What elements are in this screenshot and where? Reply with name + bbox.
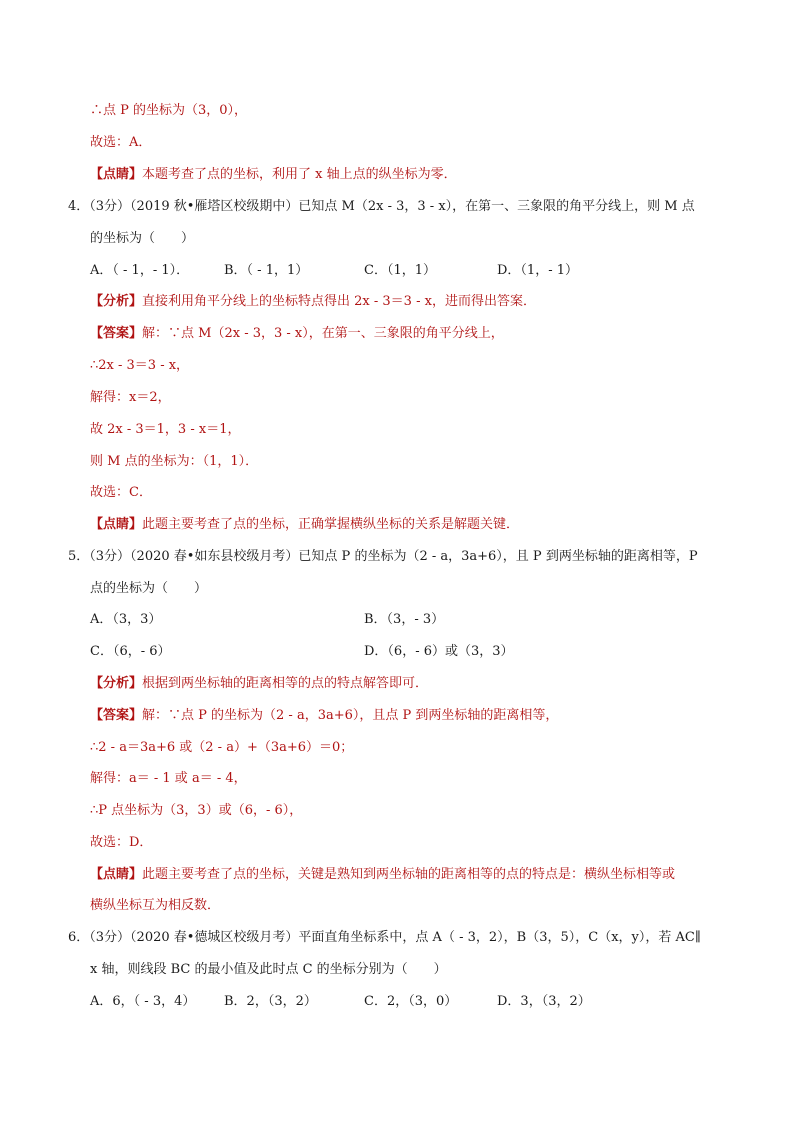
solution-line [90,420,240,440]
comment-tag: 【点睛】 [90,867,143,882]
solution-text: 则 M 点的坐标为：（1，1）． [90,454,259,469]
question-4-stem [68,197,695,217]
choice-text: 故选：A． [90,135,152,150]
comment-tag: 【点睛】 [90,167,143,182]
answer-text: 解：∵点 M（2x - 3，3 - x），在第一、三象限的角平分线上， [142,326,504,341]
question-5-stem-cont [90,579,207,599]
solution-text: ∴2x - 3＝3 - x， [90,358,190,373]
option-c: C．（1，1） [364,263,436,278]
choice-line [90,483,152,503]
option-d: D．（1，- 1） [497,263,578,278]
comment-line [90,165,457,185]
solution-text: ∴2 - a＝3a+6 或（2 - a）+（3a+6）＝0； [90,740,354,755]
option-a: A．6，（ - 3，4） [90,994,196,1009]
solution-line [90,769,247,789]
question-text: 的坐标为（ ） [90,231,195,246]
answer-line [90,706,558,726]
solution-line [90,388,171,408]
solution-line [90,801,302,821]
analysis-tag: 【分析】 [90,676,143,691]
answer-tag: 【答案】 [90,708,143,723]
option-d: D．（6，- 6）或（3，3） [364,644,514,659]
solution-text: ∴P 点坐标为（3，3）或（6，- 6）， [90,803,303,818]
solution-line [90,356,189,376]
comment-tag: 【点睛】 [90,517,143,532]
option-b: B．2，（3，2） [224,994,317,1009]
answer-tag: 【答案】 [90,326,143,341]
question-6-stem-cont [90,960,447,980]
option-a: A．（ - 1，- 1）． [90,263,190,278]
solution-text: 故 2x - 3＝1，3 - x＝1， [90,422,241,437]
comment-line-cont [90,896,220,916]
analysis-line [90,674,428,694]
choice-text: 故选：D． [90,835,153,850]
solution-line [90,452,258,472]
solution-line [90,738,353,758]
choice-text: 故选：C． [90,485,152,500]
analysis-text: 直接利用角平分线上的坐标特点得出 2x - 3＝3 - x，进而得出答案． [142,294,536,309]
question-text: 点的坐标为（ ） [90,581,208,596]
option-b: B．（ - 1，1） [224,263,309,278]
question-6-stem [68,928,701,948]
question-text: 5．（3分）（2020 春•如东县校级月考）已知点 P 的坐标为（2 - a，3a+6），且 P 到两坐标轴的距离相等，P [68,549,698,564]
solution-line [90,101,247,121]
comment-text: 横纵坐标互为相反数． [90,898,221,913]
analysis-text: 根据到两坐标轴的距离相等的点的特点解答即可． [142,676,429,691]
option-c: C．2，（3，0） [364,994,458,1009]
question-5-stem [68,547,698,567]
option-c: C．（6，- 6） [90,644,171,659]
solution-text: 解得：x＝2， [90,390,171,405]
choice-line [90,133,151,153]
answer-line [90,324,504,344]
comment-line [90,515,519,535]
analysis-tag: 【分析】 [90,294,143,309]
solution-text: ∴点 P 的坐标为（3，0）， [90,103,248,118]
option-b: B．（3，- 3） [364,612,445,627]
question-text: 4．（3分）（2019 秋•雁塔区校级期中）已知点 M（2x - 3，3 - x），在第一、三象限的角平分线上，则 M 点 [68,199,695,214]
option-d: D．3，（3，2） [497,994,591,1009]
comment-text: 本题考查了点的坐标，利用了 x 轴上点的纵坐标为零． [142,167,457,182]
comment-line [90,865,675,885]
comment-text: 此题主要考查了点的坐标，正确掌握横纵坐标的关系是解题关键． [142,517,520,532]
question-text: x 轴，则线段 BC 的最小值及此时点 C 的坐标分别为（ ） [90,962,447,977]
comment-text: 此题主要考查了点的坐标，关键是熟知到两坐标轴的距离相等的点的特点是：横纵坐标相等或 [142,867,676,882]
option-a: A．（3，3） [90,612,162,627]
choice-line [90,833,152,853]
question-text: 6．（3分）（2020 春•德城区校级月考）平面直角坐标系中，点 A（ - 3，2），B（3，5），C（x，y），若 AC∥ [68,930,701,945]
question-4-stem-cont [90,229,194,249]
solution-text: 解得：a＝ - 1 或 a＝ - 4， [90,771,247,786]
analysis-line [90,292,536,312]
answer-text: 解：∵点 P 的坐标为（2 - a，3a+6），且点 P 到两坐标轴的距离相等， [142,708,559,723]
